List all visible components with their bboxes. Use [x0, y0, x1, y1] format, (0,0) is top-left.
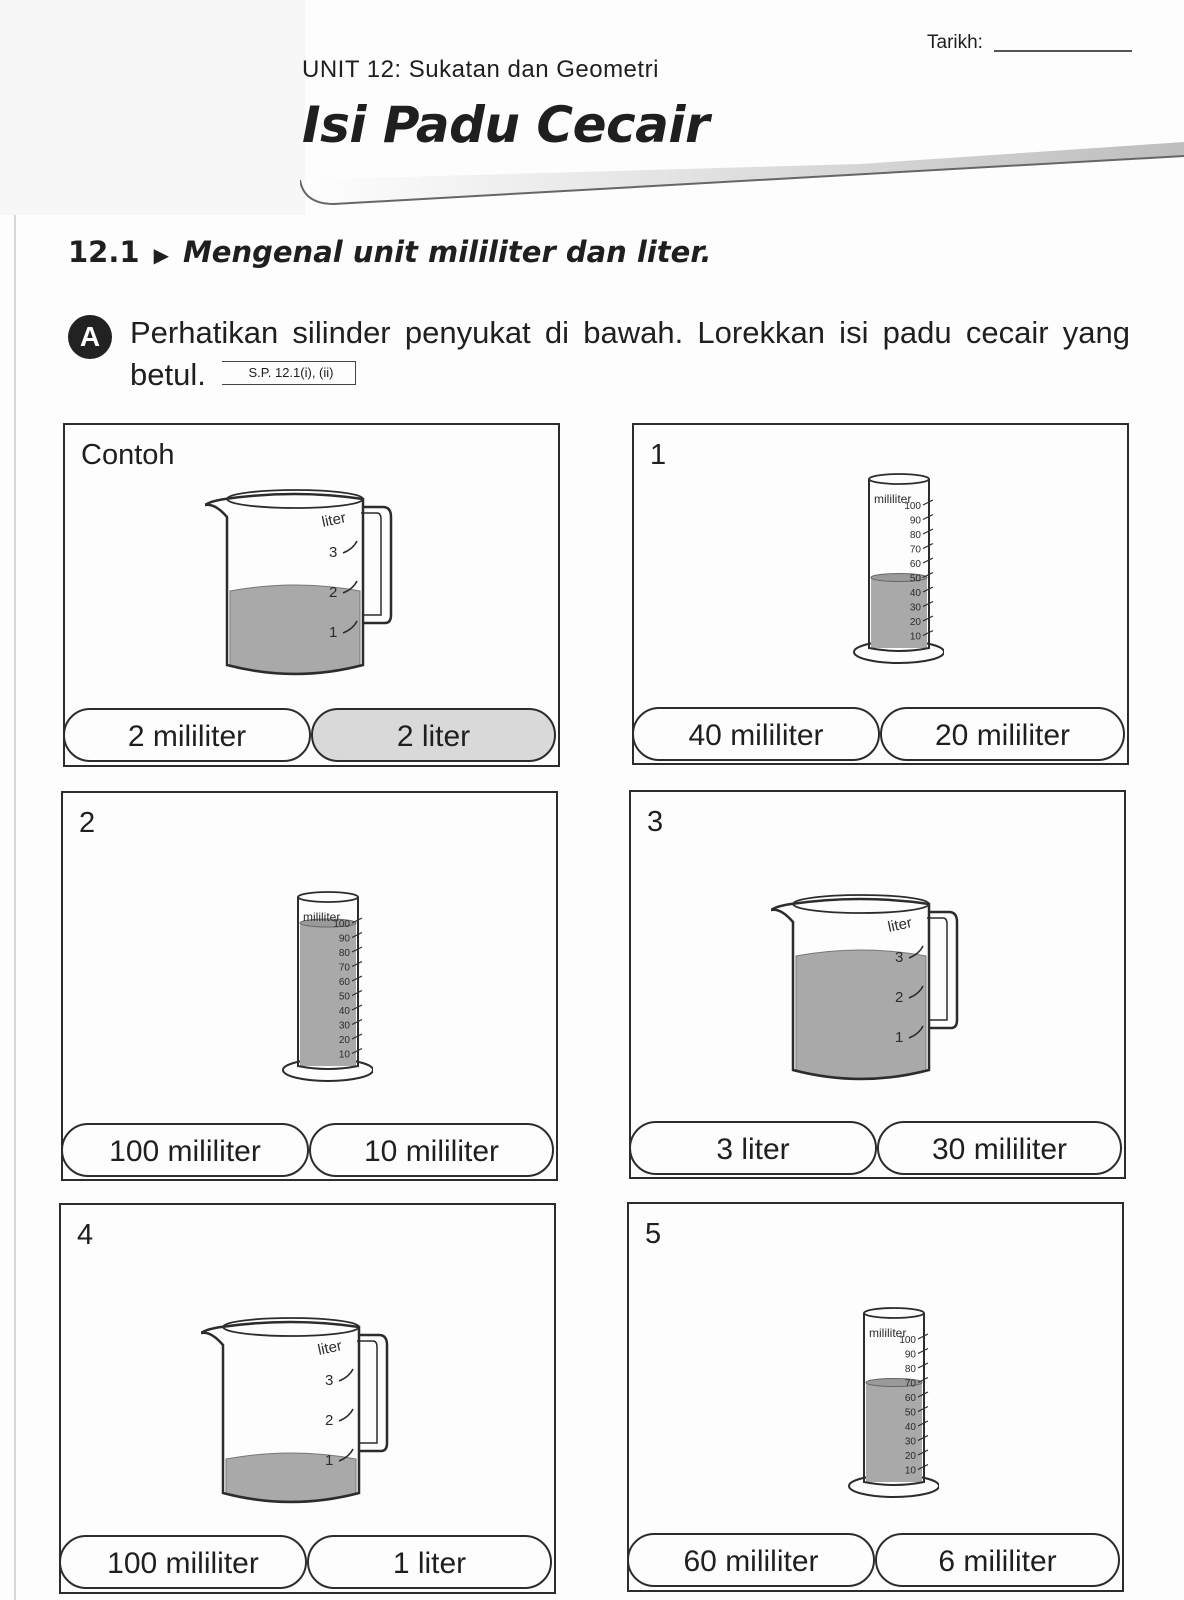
tick-label: 30 — [338, 1020, 350, 1032]
section-number: 12.1 — [68, 235, 140, 269]
measuring-jug-illustration — [771, 870, 991, 1100]
tick-label: 50 — [904, 1407, 916, 1419]
date-label: Tarikh: — [927, 32, 983, 53]
tick-label: 100 — [899, 1335, 916, 1346]
tick-label: 100 — [333, 919, 350, 930]
tick-label: 100 — [904, 501, 921, 512]
answer-option-right[interactable]: 30 mililiter — [877, 1121, 1122, 1175]
tick-label: 90 — [338, 933, 350, 945]
measuring-cylinder-illustration — [824, 465, 944, 675]
section-heading — [68, 235, 712, 269]
tick-label: 3 — [325, 1372, 334, 1389]
jug-handle — [359, 1335, 387, 1451]
tick-label: 10 — [338, 1049, 350, 1061]
play-arrow-icon: ▶ — [153, 243, 169, 267]
answer-option-left[interactable]: 3 liter — [629, 1121, 877, 1175]
jug-rim — [227, 490, 363, 508]
tick-label: 2 — [895, 989, 904, 1006]
cylinder-rim — [298, 892, 358, 902]
instruction-text — [130, 312, 1130, 396]
paper-overlay — [0, 0, 305, 215]
panel-label: 5 — [645, 1218, 662, 1250]
tick-label: 20 — [909, 617, 921, 628]
tick-mark — [343, 541, 357, 553]
tick-label: 3 — [895, 949, 904, 966]
tick-label: 30 — [909, 602, 921, 614]
answer-option-left[interactable]: 2 mililiter — [63, 708, 311, 762]
panel-label: 2 — [79, 807, 96, 839]
unit-label: liter — [886, 914, 914, 936]
jug-rim — [793, 895, 929, 913]
tick-label: 1 — [329, 624, 338, 641]
answer-option-left[interactable]: 100 mililiter — [61, 1123, 309, 1177]
tick-label: 50 — [909, 573, 921, 585]
panel-3 — [629, 790, 1126, 1179]
unit-label: mililiter — [874, 492, 912, 506]
panel-label: 1 — [650, 439, 667, 471]
tick-label: 2 — [325, 1412, 334, 1429]
tick-label: 20 — [904, 1451, 916, 1462]
jug-handle — [929, 912, 957, 1028]
unit-label: mililiter — [303, 910, 341, 924]
tick-label: 70 — [909, 544, 921, 556]
measuring-jug-illustration — [201, 1293, 421, 1523]
panel-label: Contoh — [81, 439, 175, 471]
tick-label: 70 — [338, 962, 350, 974]
tick-label: 60 — [909, 559, 921, 570]
tick-label: 40 — [904, 1422, 916, 1433]
unit-label: mililiter — [869, 1326, 907, 1340]
instruction-body: Perhatikan silinder penyukat di bawah. Lorekkan isi padu cecair yang betul. — [130, 315, 1130, 392]
liquid-fill — [226, 1453, 356, 1501]
cylinder-rim — [864, 1308, 924, 1318]
panel-contoh — [63, 423, 560, 767]
page-title: Isi Padu Cecair — [302, 96, 710, 154]
jug-rim — [223, 1318, 359, 1336]
tick-label: 1 — [325, 1452, 334, 1469]
tick-label: 30 — [904, 1436, 916, 1448]
exercise-badge: A — [68, 315, 112, 359]
answer-option-right[interactable]: 10 mililiter — [309, 1123, 554, 1177]
tick-label: 60 — [338, 977, 350, 988]
tick-label: 90 — [909, 515, 921, 527]
answer-option-right[interactable]: 6 mililiter — [875, 1533, 1120, 1587]
panel-label: 4 — [77, 1219, 94, 1251]
panel-4 — [59, 1203, 556, 1594]
sp-tag: S.P. 12.1(i), (ii) — [222, 361, 356, 385]
tick-label: 60 — [904, 1393, 916, 1404]
tick-label: 80 — [904, 1364, 916, 1375]
tick-label: 40 — [338, 1006, 350, 1017]
panel-label: 3 — [647, 806, 664, 838]
tick-label: 2 — [329, 584, 338, 601]
title-banner-swoosh — [300, 140, 1184, 215]
tick-label: 90 — [904, 1349, 916, 1361]
answer-option-right[interactable]: 2 liter — [311, 708, 556, 762]
answer-option-left[interactable]: 100 mililiter — [59, 1535, 307, 1589]
date-field[interactable] — [994, 50, 1132, 52]
tick-label: 80 — [338, 948, 350, 959]
panel-2 — [61, 791, 558, 1181]
tick-label: 1 — [895, 1029, 904, 1046]
tick-label: 70 — [904, 1378, 916, 1390]
liquid-fill — [796, 950, 926, 1078]
unit-label: liter — [316, 1337, 344, 1359]
panel-5 — [627, 1202, 1124, 1592]
tick-label: 80 — [909, 530, 921, 541]
tick-label: 3 — [329, 544, 338, 561]
liquid-fill — [230, 585, 360, 673]
answer-option-left[interactable]: 60 mililiter — [627, 1533, 875, 1587]
measuring-cylinder-illustration — [819, 1299, 939, 1509]
cylinder-rim — [869, 474, 929, 484]
tick-label: 10 — [909, 631, 921, 643]
unit-label: liter — [320, 509, 348, 531]
measuring-jug-illustration — [205, 465, 425, 695]
panel-1 — [632, 423, 1129, 765]
tick-label: 20 — [338, 1035, 350, 1046]
tick-mark — [339, 1369, 353, 1381]
margin-line — [14, 215, 16, 1600]
tick-label: 40 — [909, 588, 921, 599]
jug-handle — [363, 507, 391, 623]
tick-mark — [339, 1409, 353, 1421]
answer-option-left[interactable]: 40 mililiter — [632, 707, 880, 761]
tick-label: 10 — [904, 1465, 916, 1477]
answer-option-right[interactable]: 20 mililiter — [880, 707, 1125, 761]
answer-option-right[interactable]: 1 liter — [307, 1535, 552, 1589]
tick-label: 50 — [338, 991, 350, 1003]
section-title: Mengenal unit mililiter dan liter. — [182, 235, 712, 269]
measuring-cylinder-illustration — [253, 883, 373, 1093]
unit-heading: UNIT 12: Sukatan dan Geometri — [302, 56, 659, 83]
